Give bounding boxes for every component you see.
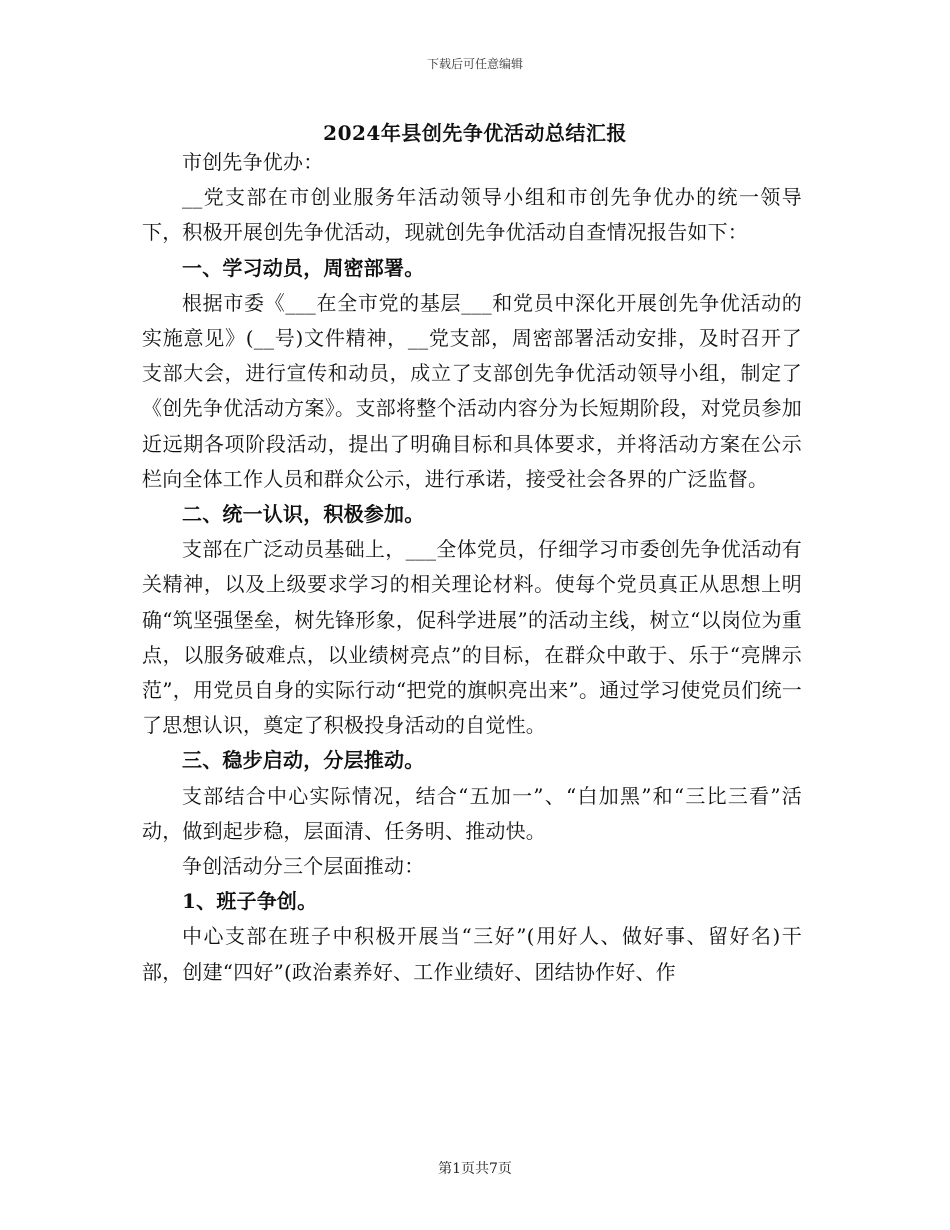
section-3-lead: 争创活动分三个层面推动：: [182, 854, 425, 879]
subsection-1-paragraph: 中心支部在班子中积极开展当“三好”(用好人、做好事、留好名)干部，创建“四好”(政治素养好、工作业绩好、团结协作好、作: [142, 924, 802, 984]
section-heading-1: 一、学习动员，周密部署。: [182, 255, 425, 280]
document-title: 2024年县创先争优活动总结汇报: [323, 121, 627, 145]
page-number-footer: 第1页共7页: [438, 1161, 512, 1177]
section-2-paragraph: 支部在广泛动员基础上，___全体党员，仔细学习市委创先争优活动有关精神，以及上级要求学习的相关理论材料。使每个党员真正从思想上明确“筑坚强堡垒，树先锋形象，促科学进展”的活动主线，树立“以岗位为重点，以服务破难点，以业绩树亮点”的目标，在群众中敢于、乐于“亮牌示范”，用党员自身的实际行动“把党的旗帜亮出来”。通过学习使党员们统一了思想认识，奠定了积极投身活动的自觉性。: [142, 537, 802, 738]
section-heading-2: 二、统一认识，积极参加。: [182, 502, 425, 527]
section-1-paragraph: 根据市委《___在全市党的基层___和党员中深化开展创先争优活动的实施意见》(__号)文件精神，__党支部，周密部署活动安排，及时召开了支部大会，进行宣传和动员，成立了支部创先争优活动领导小组，制定了《创先争优活动方案》。支部将整个活动内容分为长短期阶段，对党员参加近远期各项阶段活动，提出了明确目标和具体要求，并将活动方案在公示栏向全体工作人员和群众公示，进行承诺，接受社会各界的广泛监督。: [142, 290, 802, 491]
document-body: [142, 145, 802, 990]
section-3-paragraph: 支部结合中心实际情况，结合“五加一”、“白加黑”和“三比三看”活动，做到起步稳，层面清、任务明、推动快。: [142, 783, 802, 843]
section-heading-3: 三、稳步启动，分层推动。: [182, 748, 425, 773]
subsection-heading-1: 1、班子争创。: [182, 889, 318, 914]
intro-paragraph: __党支部在市创业服务年活动领导小组和市创先争优办的统一领导下，积极开展创先争优活动，现就创先争优活动自查情况报告如下：: [142, 185, 802, 245]
header-note: 下载后可任意编辑: [426, 57, 523, 71]
salutation: 市创先争优办：: [182, 150, 324, 174]
